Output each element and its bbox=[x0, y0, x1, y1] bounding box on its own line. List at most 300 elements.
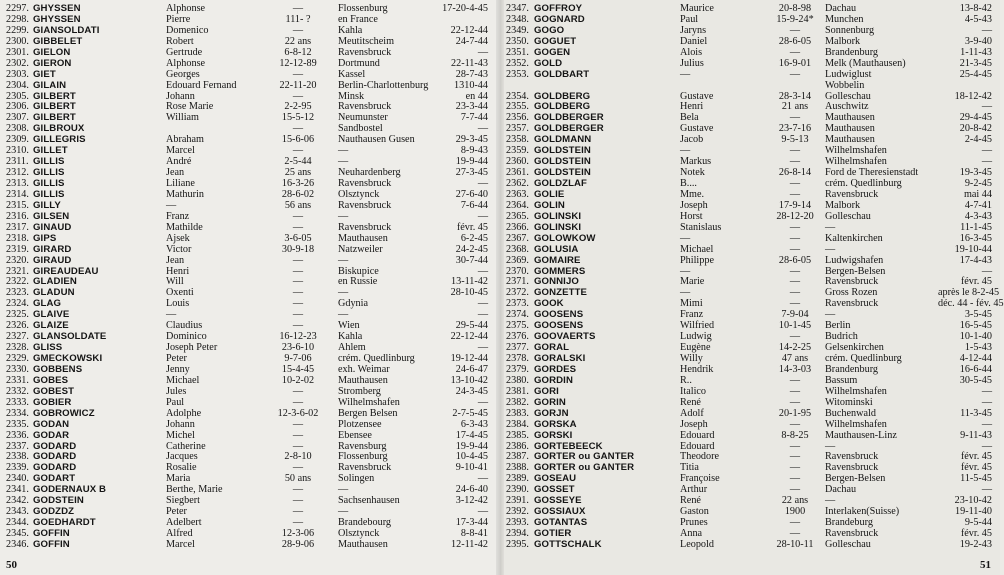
entry-birth-date: 26-8-14 bbox=[778, 167, 812, 179]
entry-row bbox=[0, 190, 500, 201]
entry-row bbox=[0, 299, 500, 310]
entry-birth-date: 20-8-98 bbox=[778, 3, 812, 14]
entry-birth-date: 6-8-12 bbox=[284, 46, 312, 58]
entry-number: 2353. bbox=[506, 68, 529, 80]
entry-place: crém. Quedlinburg bbox=[825, 178, 902, 189]
entry-death-date: — bbox=[477, 506, 488, 518]
entry-surname: GORSKI bbox=[534, 429, 573, 441]
entry-birth-date: 1900 bbox=[784, 506, 806, 518]
entry-number: 2317. bbox=[6, 221, 29, 233]
entry-death-date: — bbox=[477, 396, 488, 408]
entry-birth-date: — bbox=[292, 440, 304, 452]
entry-first-name: Mme. bbox=[680, 188, 705, 200]
entry-place: Mauthausen bbox=[338, 232, 388, 244]
entry-place: — bbox=[825, 243, 836, 255]
entry-place: Bergen-Belsen bbox=[825, 473, 886, 485]
entry-row bbox=[0, 135, 500, 146]
entry-surname: GOGO bbox=[534, 24, 565, 36]
entry-birth-date: 28-6-05 bbox=[778, 254, 812, 266]
entry-row bbox=[0, 157, 500, 168]
entry-first-name: Jean bbox=[166, 167, 185, 179]
entry-row bbox=[0, 146, 500, 157]
entry-place: Ravensbruck bbox=[338, 178, 392, 189]
entry-row bbox=[0, 245, 500, 256]
entry-birth-date: 8-8-25 bbox=[781, 429, 809, 441]
entry-number: 2377. bbox=[506, 342, 529, 354]
entry-birth-date: — bbox=[789, 473, 801, 485]
entry-death-date: 6-3-43 bbox=[460, 418, 488, 430]
page-number-left: 50 bbox=[6, 559, 17, 571]
entry-first-name: Marie bbox=[680, 276, 705, 288]
entry-first-name: Jenny bbox=[166, 363, 190, 375]
entry-first-name: Eugène bbox=[680, 342, 711, 354]
entry-number: 2361. bbox=[506, 167, 529, 179]
entry-number: 2306. bbox=[6, 101, 29, 113]
entry-birth-date: 22-11-20 bbox=[279, 79, 317, 91]
entry-surname: GOLDBART bbox=[534, 68, 590, 80]
entry-birth-date: 16-12-23 bbox=[279, 331, 317, 343]
entry-place: Berlin-Charlottenburg bbox=[338, 79, 429, 91]
entry-first-name: Henri bbox=[680, 101, 704, 113]
entry-row bbox=[500, 179, 1000, 190]
entry-place: Stromberg bbox=[338, 385, 381, 397]
entry-row bbox=[500, 474, 1000, 485]
entry-birth-date: 50 ans bbox=[284, 473, 312, 485]
entry-place: — bbox=[825, 221, 836, 233]
entry-number: 2313. bbox=[6, 178, 29, 189]
entry-place: Ludwigshafen bbox=[825, 254, 884, 266]
entry-place: Kaltenkirchen bbox=[825, 232, 883, 244]
entry-row bbox=[500, 48, 1000, 59]
entry-first-name: Alois bbox=[680, 46, 703, 58]
entry-birth-date: 28-9-06 bbox=[281, 538, 315, 550]
entry-number: 2383. bbox=[506, 407, 529, 419]
entry-place: Wilhelmshafen bbox=[825, 385, 887, 397]
entry-first-name: Berthe, Marie bbox=[166, 484, 223, 496]
entry-first-name: Edouard bbox=[680, 429, 715, 441]
entry-number: 2312. bbox=[6, 167, 29, 179]
entry-row bbox=[500, 234, 1000, 245]
entry-first-name: Edouard bbox=[680, 440, 715, 452]
entry-birth-date: — bbox=[292, 24, 304, 36]
entry-number: 2348. bbox=[506, 13, 529, 25]
entry-birth-date: — bbox=[292, 3, 304, 14]
entry-birth-date: 25 ans bbox=[284, 167, 312, 179]
entry-birth-date: — bbox=[789, 188, 801, 200]
entry-first-name: Adolphe bbox=[166, 407, 202, 419]
entry-first-name: Pierre bbox=[166, 13, 191, 25]
entry-birth-date: 47 ans bbox=[781, 353, 809, 364]
entry-number: 2345. bbox=[6, 528, 29, 539]
entry-place: en Russie bbox=[338, 276, 378, 288]
entry-surname: GORSKA bbox=[534, 418, 577, 430]
entry-first-name: Paul bbox=[166, 396, 185, 408]
entry-surname: GOLDBERGER bbox=[534, 123, 604, 135]
entry-surname: GODERNAUX B bbox=[33, 484, 107, 496]
entry-death-date: 17-4-45 bbox=[455, 429, 488, 441]
entry-death-date: — bbox=[981, 418, 992, 430]
entry-death-date: févr. 45 bbox=[960, 451, 992, 463]
entry-birth-date: — bbox=[292, 68, 304, 80]
entry-row bbox=[500, 376, 1000, 387]
entry-death-date: 30-5-45 bbox=[959, 374, 992, 386]
entry-death-date: 19-2-43 bbox=[959, 538, 992, 550]
entry-first-name: Peter bbox=[166, 506, 187, 518]
entry-number: 2352. bbox=[506, 57, 529, 69]
entry-row bbox=[500, 245, 1000, 256]
entry-death-date: 23-3-44 bbox=[455, 101, 488, 113]
entry-birth-date: — bbox=[292, 484, 304, 496]
entry-row bbox=[500, 518, 1000, 529]
entry-surname: GOSEAU bbox=[534, 473, 577, 485]
entry-death-date: — bbox=[981, 396, 992, 408]
entry-birth-date: — bbox=[292, 385, 304, 397]
entry-place: Golleschau bbox=[825, 210, 871, 222]
entry-row bbox=[0, 529, 500, 540]
entry-death-date: 22-11-43 bbox=[451, 57, 488, 69]
entry-place: — bbox=[338, 287, 349, 299]
entry-number: 2391. bbox=[506, 495, 529, 507]
entry-number: 2307. bbox=[6, 112, 29, 124]
entry-place: Auschwitz bbox=[825, 101, 869, 113]
entry-place: Brandebourg bbox=[338, 517, 392, 529]
entry-number: 2328. bbox=[6, 342, 29, 354]
entry-birth-date: — bbox=[292, 309, 304, 321]
entry-surname: GORTER ou GANTER bbox=[534, 462, 635, 474]
entry-number: 2346. bbox=[6, 538, 29, 550]
entry-place: Melk (Mauthausen) bbox=[825, 57, 906, 69]
entry-number: 2381. bbox=[506, 385, 529, 397]
entry-first-name: Joseph Peter bbox=[166, 342, 218, 354]
entry-surname: GILSEN bbox=[33, 210, 70, 222]
entry-place: Mauthausen bbox=[825, 112, 875, 124]
entry-death-date: 18-12-42 bbox=[954, 90, 992, 102]
entry-death-date: 16-6-44 bbox=[959, 363, 992, 375]
entry-birth-date: — bbox=[789, 221, 801, 233]
entry-death-date: 19-11-40 bbox=[955, 506, 992, 518]
entry-death-date: 24-3-45 bbox=[455, 385, 488, 397]
entry-birth-date: 12-3-06 bbox=[281, 528, 315, 539]
entry-first-name: Arthur bbox=[680, 484, 708, 496]
entry-place: Ludwiglust bbox=[825, 68, 872, 80]
entry-surname: GORALSKI bbox=[534, 353, 586, 364]
entry-first-name: Michel bbox=[166, 429, 195, 441]
entry-place: Brandeburg bbox=[825, 517, 873, 529]
entry-birth-date: — bbox=[292, 276, 304, 288]
entry-place: Ravensbruck bbox=[825, 462, 879, 474]
entry-row bbox=[0, 463, 500, 474]
entry-first-name: R.. bbox=[680, 374, 692, 386]
entry-death-date: 10-4-45 bbox=[455, 451, 488, 463]
entry-death-date: févr. 45 bbox=[456, 221, 488, 233]
entry-death-date: 9-10-41 bbox=[455, 462, 488, 474]
entry-death-date: 29-3-45 bbox=[455, 134, 488, 146]
entry-birth-date: — bbox=[789, 265, 801, 277]
entry-place: Malbork bbox=[825, 199, 861, 211]
entry-first-name: René bbox=[680, 495, 701, 507]
entry-surname: GOFFIN bbox=[33, 538, 70, 550]
entry-surname: GLADUN bbox=[33, 287, 75, 299]
entry-row bbox=[0, 332, 500, 343]
entry-death-date: 19-10-44 bbox=[954, 243, 992, 255]
entry-row bbox=[0, 48, 500, 59]
entry-number: 2367. bbox=[506, 232, 529, 244]
book-gutter bbox=[496, 0, 504, 575]
entry-death-date: 3-12-42 bbox=[455, 495, 488, 507]
entry-place: Ravensbruck bbox=[825, 528, 879, 539]
entry-place: Mauthausen bbox=[338, 538, 388, 550]
left-page bbox=[0, 0, 500, 575]
entry-place: Ebensee bbox=[338, 429, 372, 441]
entry-first-name: Hendrik bbox=[680, 363, 714, 375]
entry-death-date: 28-10-45 bbox=[450, 287, 488, 299]
entry-place: Nauthausen Gusen bbox=[338, 134, 415, 146]
entry-birth-date: 10-1-45 bbox=[778, 320, 812, 332]
entry-place: Natzweiler bbox=[338, 243, 383, 255]
entry-first-name: Jaryns bbox=[680, 24, 707, 36]
entry-number: 2333. bbox=[6, 396, 29, 408]
entry-row bbox=[0, 277, 500, 288]
entry-number: 2303. bbox=[6, 68, 29, 80]
entry-first-name: Gaston bbox=[680, 506, 709, 518]
entry-death-date: 29-5-44 bbox=[455, 320, 488, 332]
entry-first-name: Alphonse bbox=[166, 57, 206, 69]
entry-death-date: 3-9-40 bbox=[964, 35, 992, 47]
entry-row bbox=[0, 288, 500, 299]
entry-place: — bbox=[338, 156, 349, 168]
entry-death-date: — bbox=[981, 101, 992, 113]
entry-place: Munchen bbox=[825, 13, 864, 25]
entry-first-name: — bbox=[680, 265, 691, 277]
entry-first-name: Rose Marie bbox=[166, 101, 214, 113]
entry-first-name: Jules bbox=[166, 385, 187, 397]
entry-row bbox=[500, 540, 1000, 551]
entry-death-date: 24-7-44 bbox=[455, 35, 488, 47]
entry-first-name: Alfred bbox=[166, 528, 193, 539]
entry-first-name: Will bbox=[166, 276, 184, 288]
entry-number: 2359. bbox=[506, 145, 529, 157]
entry-number: 2305. bbox=[6, 90, 29, 102]
entry-place: — bbox=[338, 210, 349, 222]
entry-place: Flossenburg bbox=[338, 451, 388, 463]
entry-place: Kahla bbox=[338, 331, 363, 343]
entry-first-name: Mimi bbox=[680, 298, 703, 310]
entry-number: 2373. bbox=[506, 298, 529, 310]
entry-place: Golleschau bbox=[825, 90, 871, 102]
entry-death-date: 19-3-45 bbox=[959, 167, 992, 179]
entry-number: 2304. bbox=[6, 79, 29, 91]
entry-surname: GOLDBERGER bbox=[534, 112, 604, 124]
entry-death-date: févr. 45 bbox=[960, 528, 992, 539]
entry-surname: GOSSEYE bbox=[534, 495, 582, 507]
entry-row bbox=[0, 179, 500, 190]
entry-place: Sachsenhausen bbox=[338, 495, 400, 507]
entry-place: Wien bbox=[338, 320, 360, 332]
entry-death-date: 22-12-44 bbox=[450, 331, 488, 343]
entry-death-date: 11-1-45 bbox=[960, 221, 992, 233]
entry-surname: GOFFIN bbox=[33, 528, 70, 539]
entry-first-name: Peter bbox=[166, 353, 187, 364]
entry-number: 2350. bbox=[506, 35, 529, 47]
entry-row bbox=[0, 223, 500, 234]
entry-number: 2369. bbox=[506, 254, 529, 266]
entry-surname: GIBBELET bbox=[33, 35, 83, 47]
entry-surname: GODARD bbox=[33, 451, 77, 463]
entry-row bbox=[500, 365, 1000, 376]
entry-row bbox=[0, 212, 500, 223]
entry-first-name: Johann bbox=[166, 90, 195, 102]
entry-death-date: 7-7-44 bbox=[460, 112, 488, 124]
entry-birth-date: 30-9-18 bbox=[281, 243, 315, 255]
entry-birth-date: 12-12-89 bbox=[279, 57, 317, 69]
entry-surname: GOSSIAUX bbox=[534, 506, 586, 518]
entry-row bbox=[500, 70, 1000, 81]
entry-place: Buchenwald bbox=[825, 407, 876, 419]
entry-place: — bbox=[338, 254, 349, 266]
entry-place: Wilhelmshafen bbox=[825, 418, 887, 430]
entry-birth-date: 21 ans bbox=[781, 101, 809, 113]
entry-surname: GORTER ou GANTER bbox=[534, 451, 635, 463]
entry-first-name: Titia bbox=[680, 462, 699, 474]
entry-first-name: René bbox=[680, 396, 701, 408]
entry-surname: GOLOWKOW bbox=[534, 232, 596, 244]
entry-place: — bbox=[338, 145, 349, 157]
entry-death-date: 8-8-41 bbox=[460, 528, 488, 539]
entry-place: Berlin bbox=[825, 320, 851, 332]
entry-death-date: 30-7-44 bbox=[455, 254, 488, 266]
entry-birth-date: — bbox=[789, 440, 801, 452]
entry-death-date: 17-20-4-45 bbox=[442, 3, 488, 14]
entry-surname: GODART bbox=[33, 473, 76, 485]
entry-row bbox=[500, 288, 1000, 299]
entry-number: 2298. bbox=[6, 13, 29, 25]
entry-place: Mauthausen-Linz bbox=[825, 429, 897, 441]
entry-first-name: Georges bbox=[166, 68, 200, 80]
entry-surname: GOLDSTEIN bbox=[534, 167, 591, 179]
entry-birth-date: — bbox=[292, 320, 304, 332]
entry-number: 2363. bbox=[506, 188, 529, 200]
entry-death-date: — bbox=[477, 210, 488, 222]
entry-first-name: Gustave bbox=[680, 123, 714, 135]
entry-surname: GIPS bbox=[33, 232, 57, 244]
entry-surname: GILLIS bbox=[33, 167, 65, 179]
entry-row bbox=[0, 496, 500, 507]
entry-number: 2315. bbox=[6, 199, 29, 211]
entry-death-date: 19-9-44 bbox=[455, 440, 488, 452]
entry-birth-date: — bbox=[789, 374, 801, 386]
entry-row bbox=[0, 420, 500, 431]
entry-birth-date: — bbox=[292, 517, 304, 529]
entry-birth-date: 111- ? bbox=[285, 13, 311, 25]
entry-place: Kassel bbox=[338, 68, 366, 80]
entry-surname: GODARD bbox=[33, 462, 77, 474]
entry-place: Wilhelmshafen bbox=[825, 156, 887, 168]
entry-birth-date: 16-3-26 bbox=[281, 178, 315, 189]
entry-death-date: 25-4-45 bbox=[959, 68, 992, 80]
entry-first-name: Michael bbox=[680, 243, 714, 255]
entry-place: Witominski bbox=[825, 396, 873, 408]
entry-surname: GOBBENS bbox=[33, 363, 83, 375]
entry-place: Budrich bbox=[825, 331, 858, 343]
entry-row bbox=[500, 398, 1000, 409]
entry-surname: GOOSENS bbox=[534, 309, 584, 321]
entry-number: 2316. bbox=[6, 210, 29, 222]
entry-place: Neuhardenberg bbox=[338, 167, 401, 179]
entry-number: 2393. bbox=[506, 517, 529, 529]
right-page bbox=[500, 0, 1004, 575]
entry-death-date: 27-6-40 bbox=[455, 188, 488, 200]
entry-number: 2371. bbox=[506, 276, 529, 288]
entry-death-date: 13-10-42 bbox=[450, 374, 488, 386]
entry-birth-date: 22 ans bbox=[284, 35, 312, 47]
entry-number: 2360. bbox=[506, 156, 529, 168]
entry-surname: GORDIN bbox=[534, 374, 573, 386]
entry-first-name: Johann bbox=[166, 418, 195, 430]
entry-first-name: Markus bbox=[680, 156, 712, 168]
entry-first-name: Franz bbox=[166, 210, 190, 222]
entry-death-date: 2-4-45 bbox=[964, 134, 992, 146]
entry-row bbox=[0, 540, 500, 551]
entry-place: — bbox=[338, 484, 349, 496]
entry-death-date: févr. 45 bbox=[960, 462, 992, 474]
entry-birth-date: — bbox=[789, 331, 801, 343]
entry-surname: GOLIE bbox=[534, 188, 565, 200]
entry-birth-date: — bbox=[789, 385, 801, 397]
entry-first-name: Alphonse bbox=[166, 3, 206, 14]
entry-death-date: — bbox=[477, 473, 488, 485]
entry-row bbox=[0, 387, 500, 398]
entry-birth-date: — bbox=[292, 418, 304, 430]
entry-row bbox=[0, 37, 500, 48]
entry-death-date: 7-6-44 bbox=[460, 199, 488, 211]
entry-surname: GIANSOLDATI bbox=[33, 24, 100, 36]
entry-row bbox=[500, 256, 1000, 267]
entry-surname: GOEDHARDT bbox=[33, 517, 96, 529]
entry-place: Ravensbruck bbox=[825, 276, 879, 288]
entry-number: 2368. bbox=[506, 243, 529, 255]
entry-birth-date: — bbox=[292, 495, 304, 507]
entry-surname: GOLDZLAF bbox=[534, 178, 588, 189]
entry-number: 2337. bbox=[6, 440, 29, 452]
entry-surname: GONZETTE bbox=[534, 287, 588, 299]
entry-place: Ravensbruck bbox=[338, 199, 392, 211]
entry-row bbox=[0, 431, 500, 442]
entry-place: Kahla bbox=[338, 24, 363, 36]
entry-birth-date: — bbox=[789, 243, 801, 255]
entry-first-name: Victor bbox=[166, 243, 192, 255]
entry-death-date: — bbox=[477, 178, 488, 189]
entry-death-date: — bbox=[477, 123, 488, 135]
entry-number: 2362. bbox=[506, 178, 529, 189]
entry-surname: GOBIER bbox=[33, 396, 72, 408]
entry-death-date: — bbox=[477, 309, 488, 321]
entry-birth-date: — bbox=[789, 156, 801, 168]
entry-surname: GODAR bbox=[33, 429, 70, 441]
entry-surname: GILLY bbox=[33, 199, 61, 211]
entry-birth-date: 17-9-14 bbox=[778, 199, 812, 211]
entry-first-name: Marcel bbox=[166, 145, 195, 157]
entry-place: — bbox=[825, 440, 836, 452]
entry-birth-date: 15-5-12 bbox=[281, 112, 315, 124]
entry-number: 2302. bbox=[6, 57, 29, 69]
entry-first-name: Michael bbox=[166, 374, 200, 386]
entry-first-name: Stanislaus bbox=[680, 221, 722, 233]
entry-death-date: 4-7-41 bbox=[964, 199, 992, 211]
entry-death-date: 1-5-43 bbox=[964, 342, 992, 354]
entry-number: 2384. bbox=[506, 418, 529, 430]
entry-surname: GODSTEIN bbox=[33, 495, 84, 507]
entry-surname: GILBROUX bbox=[33, 123, 85, 135]
